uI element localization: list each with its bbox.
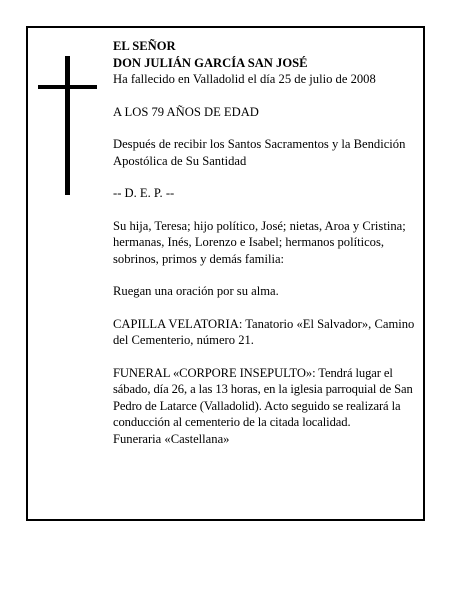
- obituary-text: [113, 38, 425, 447]
- title-line-1: EL SEÑOR: [113, 39, 176, 53]
- funeral-info: FUNERAL «CORPORE INSEPULTO»: Tendrá lugar el sábado, día 26, a las 13 horas, en la iglesia parroquial de San Pedro de Latarce (Valladolid). Acto seguido se realizará la conducción al cementerio de la citada localidad.: [113, 365, 413, 429]
- sacraments-statement: Después de recibir los Santos Sacramentos y la Bendición Apostólica de Su Santidad: [113, 137, 406, 168]
- prayer-request: Ruegan una oración por su alma.: [113, 284, 279, 298]
- family-list: Su hija, Teresa; hijo político, José; nietas, Aroa y Cristina; hermanas, Inés, Lorenzo e Isabel; hermanos políticos, sobrinos, primos y demás familia:: [113, 218, 406, 266]
- cross-horizontal-bar: [38, 85, 97, 89]
- rest-in-peace: -- D. E. P. --: [113, 186, 175, 200]
- chapel-info: CAPILLA VELATORIA: Tanatorio «El Salvador», Camino del Cementerio, número 21.: [113, 316, 415, 347]
- death-statement: Ha fallecido en Valladolid el día 25 de julio de 2008: [113, 72, 376, 86]
- cross-vertical-bar: [65, 56, 70, 195]
- deceased-name: DON JULIÁN GARCÍA SAN JOSÉ: [113, 55, 308, 70]
- funeral-home: Funeraria «Castellana»: [113, 431, 230, 446]
- age-statement: A LOS 79 AÑOS DE EDAD: [113, 104, 259, 119]
